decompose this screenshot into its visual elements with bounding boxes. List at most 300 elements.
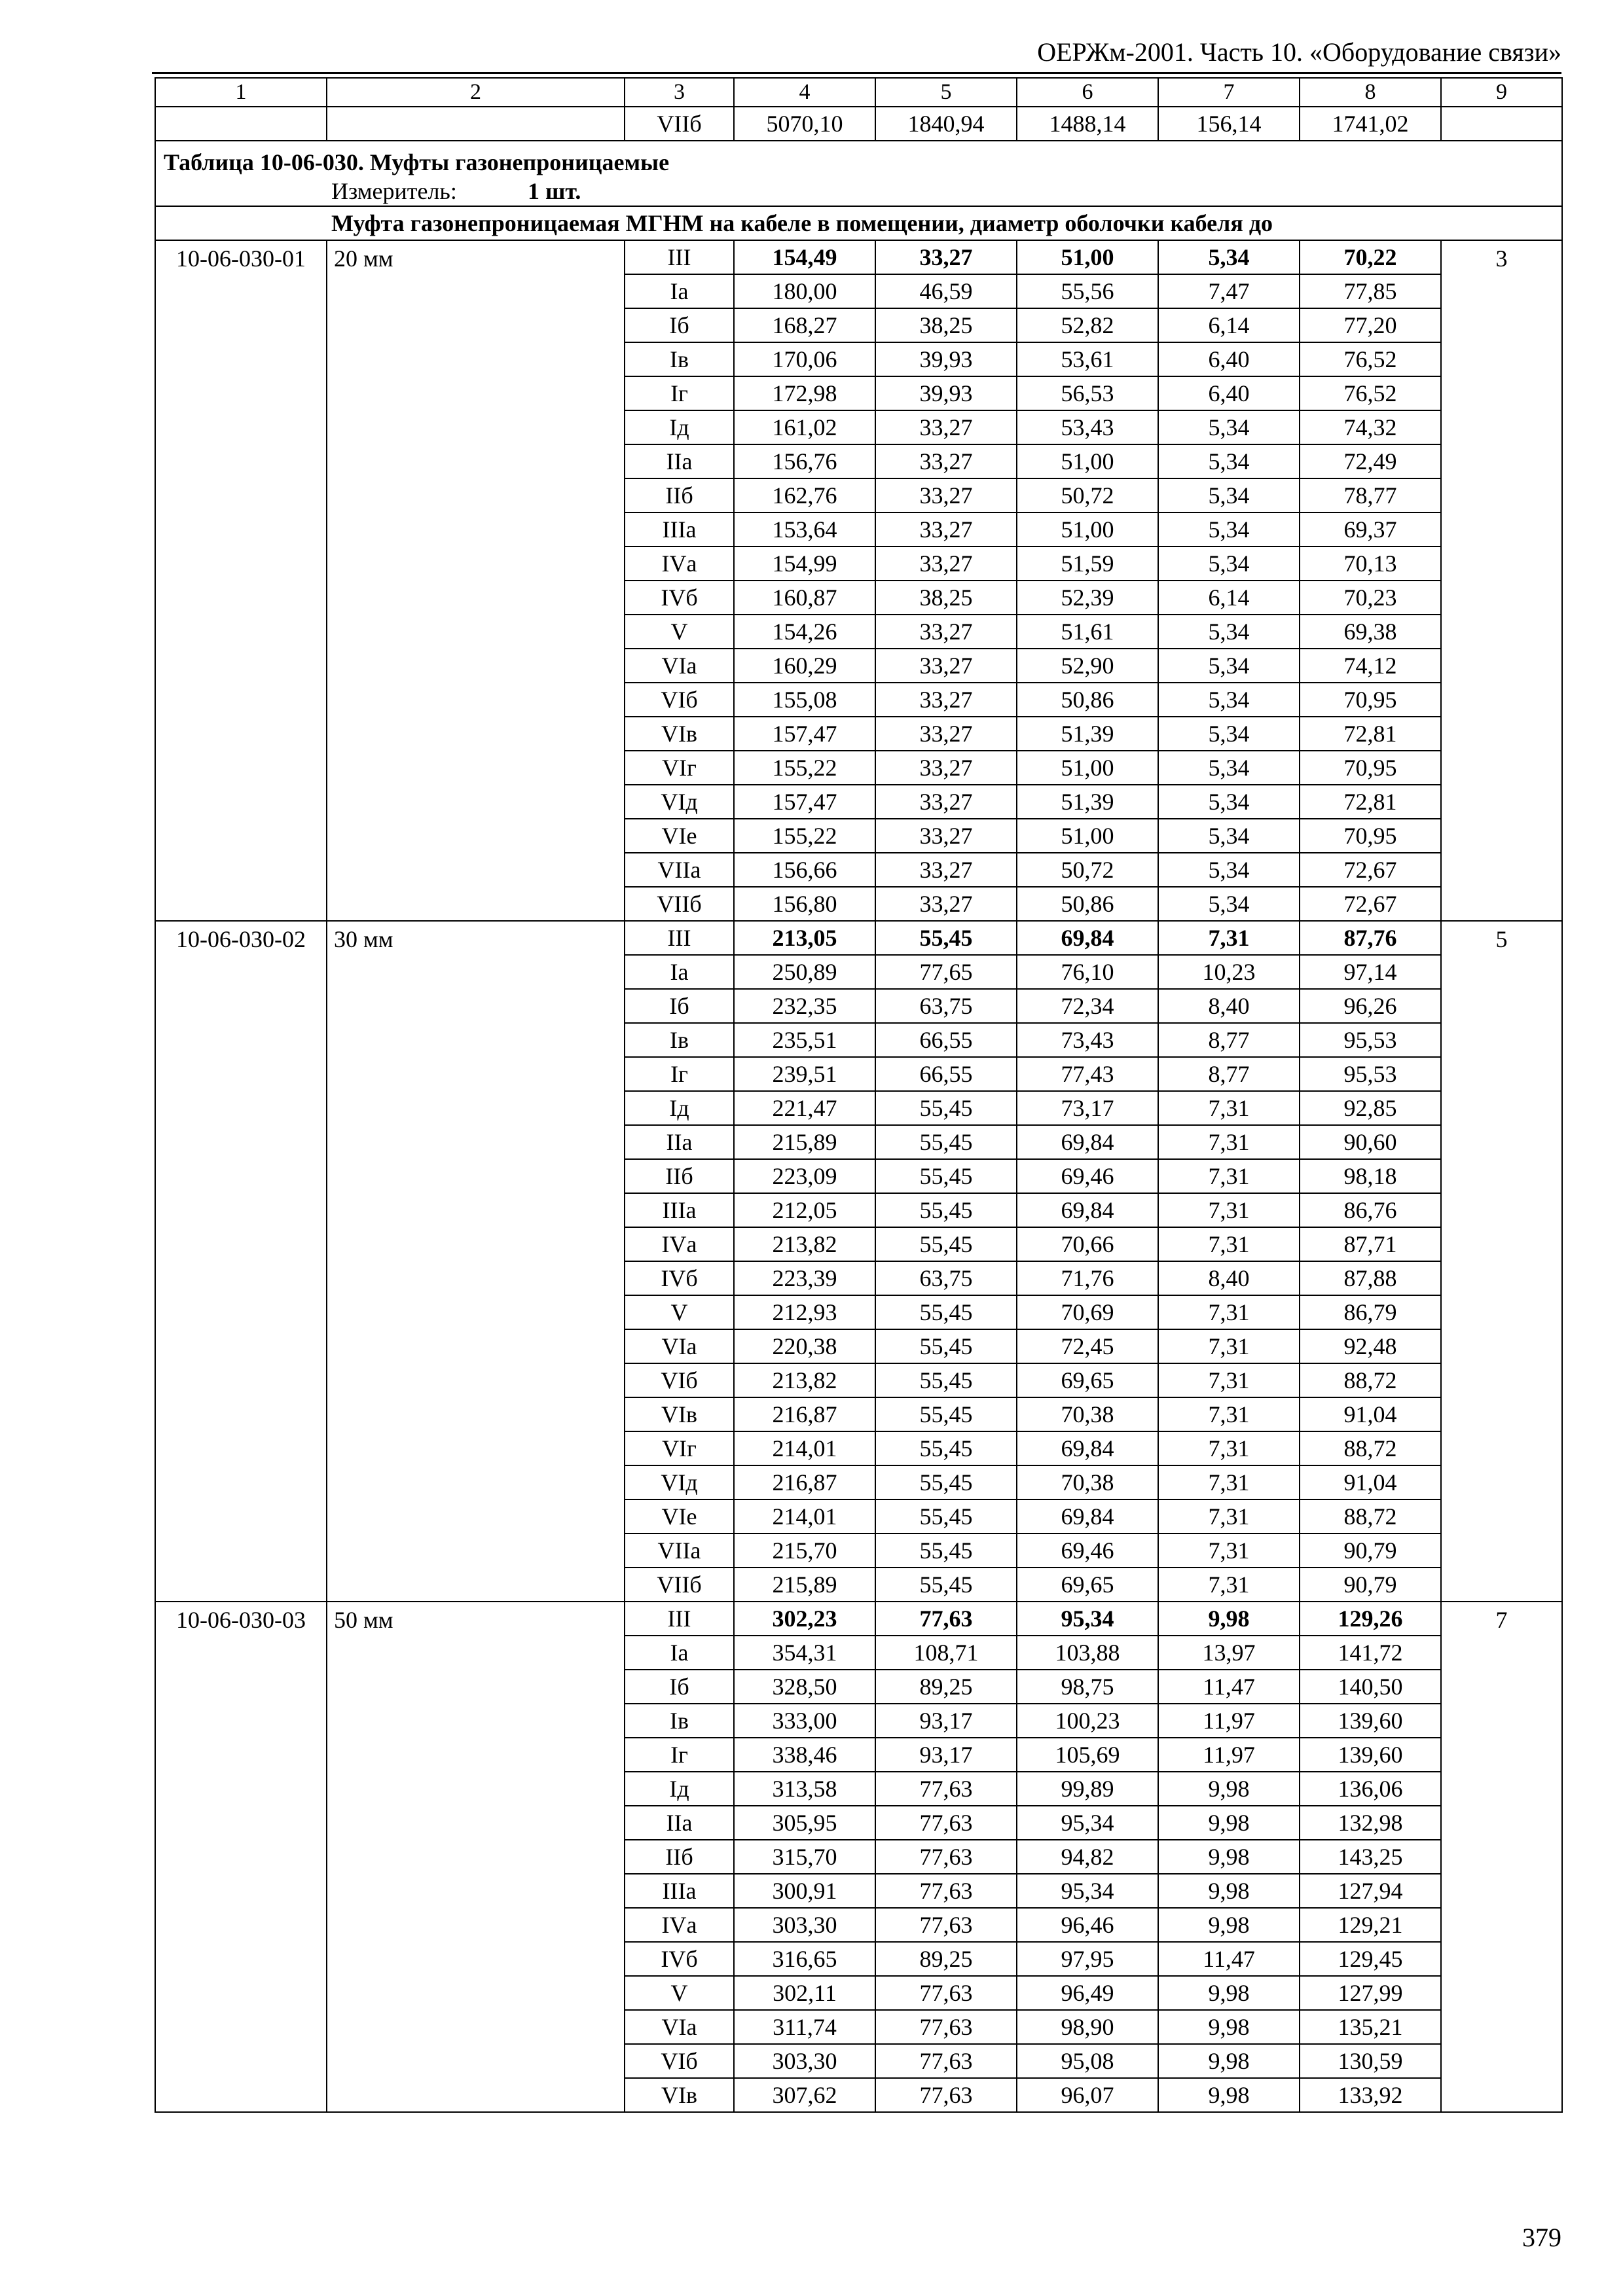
value-cell: 1741,02	[1300, 107, 1441, 141]
table-row	[155, 1602, 1562, 1636]
value-cell: 72,34	[1017, 989, 1158, 1023]
value-cell: 157,47	[734, 717, 875, 751]
column-number: 9	[1441, 78, 1562, 107]
value-cell: 354,31	[734, 1636, 875, 1670]
value-cell: 76,10	[1017, 955, 1158, 989]
value-cell: 76,52	[1300, 342, 1441, 376]
value-cell: 72,49	[1300, 444, 1441, 478]
zone-cell: III	[625, 240, 734, 274]
value-cell: 99,89	[1017, 1772, 1158, 1806]
value-cell: 33,27	[875, 649, 1017, 683]
value-cell: 51,00	[1017, 444, 1158, 478]
value-cell: 8,77	[1158, 1057, 1300, 1091]
value-cell: 72,67	[1300, 887, 1441, 921]
zone-cell: Iг	[625, 376, 734, 410]
value-cell: 7,31	[1158, 1363, 1300, 1397]
value-cell: 73,43	[1017, 1023, 1158, 1057]
value-cell: 98,18	[1300, 1159, 1441, 1193]
running-header: ОЕРЖм-2001. Часть 10. «Оборудование связи»	[1037, 37, 1561, 67]
value-cell: 50,72	[1017, 478, 1158, 512]
value-cell: 33,27	[875, 410, 1017, 444]
value-cell: 55,45	[875, 1568, 1017, 1602]
value-cell: 69,84	[1017, 1431, 1158, 1465]
value-cell: 103,88	[1017, 1636, 1158, 1670]
value-cell: 7,31	[1158, 1397, 1300, 1431]
value-cell: 73,17	[1017, 1091, 1158, 1125]
value-cell: 56,53	[1017, 376, 1158, 410]
value-cell: 311,74	[734, 2010, 875, 2044]
zone-cell: Iа	[625, 955, 734, 989]
value-cell: 50,86	[1017, 887, 1158, 921]
value-cell: 69,38	[1300, 615, 1441, 649]
value-cell: 7,31	[1158, 1159, 1300, 1193]
zone-cell: Iв	[625, 1704, 734, 1738]
value-cell: 87,71	[1300, 1227, 1441, 1261]
rates-table	[155, 77, 1563, 2113]
value-cell: 7,31	[1158, 1465, 1300, 1499]
value-cell: 77,63	[875, 1772, 1017, 1806]
value-cell: 69,46	[1017, 1159, 1158, 1193]
value-cell: 66,55	[875, 1057, 1017, 1091]
value-cell: 55,45	[875, 1397, 1017, 1431]
value-cell: 51,00	[1017, 240, 1158, 274]
value-cell: 66,55	[875, 1023, 1017, 1057]
value-cell: 78,77	[1300, 478, 1441, 512]
value-cell: 8,77	[1158, 1023, 1300, 1057]
zone-cell: VIб	[625, 1363, 734, 1397]
value-cell: 71,76	[1017, 1261, 1158, 1295]
value-cell: 55,45	[875, 1534, 1017, 1568]
value-cell: 77,63	[875, 1840, 1017, 1874]
value-cell: 89,25	[875, 1670, 1017, 1704]
value-cell: 156,66	[734, 853, 875, 887]
zone-cell: IVб	[625, 1261, 734, 1295]
value-cell: 95,53	[1300, 1023, 1441, 1057]
value-cell: 96,46	[1017, 1908, 1158, 1942]
value-cell: 5,34	[1158, 512, 1300, 547]
value-cell: 8,40	[1158, 1261, 1300, 1295]
value-cell: 33,27	[875, 887, 1017, 921]
value-cell: 9,98	[1158, 1806, 1300, 1840]
value-cell: 77,63	[875, 1602, 1017, 1636]
value-cell: 74,32	[1300, 410, 1441, 444]
zone-cell: Iд	[625, 410, 734, 444]
value-cell: 11,47	[1158, 1942, 1300, 1976]
value-cell: 5070,10	[734, 107, 875, 141]
value-cell: 69,46	[1017, 1534, 1158, 1568]
value-cell: 5,34	[1158, 853, 1300, 887]
value-cell: 215,89	[734, 1125, 875, 1159]
value-cell: 5,34	[1158, 887, 1300, 921]
value-cell: 139,60	[1300, 1704, 1441, 1738]
zone-cell: IIб	[625, 1840, 734, 1874]
value-cell: 72,45	[1017, 1329, 1158, 1363]
value-cell: 33,27	[875, 615, 1017, 649]
value-cell: 313,58	[734, 1772, 875, 1806]
value-cell: 216,87	[734, 1397, 875, 1431]
value-cell: 172,98	[734, 376, 875, 410]
value-cell: 63,75	[875, 989, 1017, 1023]
zone-cell: III	[625, 1602, 734, 1636]
value-cell: 51,00	[1017, 512, 1158, 547]
zone-cell: IIа	[625, 444, 734, 478]
value-cell: 53,61	[1017, 342, 1158, 376]
value-cell: 11,97	[1158, 1704, 1300, 1738]
value-cell: 91,04	[1300, 1465, 1441, 1499]
empty-cell	[155, 107, 327, 141]
value-cell: 9,98	[1158, 1772, 1300, 1806]
value-cell: 11,97	[1158, 1738, 1300, 1772]
value-cell: 53,43	[1017, 410, 1158, 444]
value-cell: 5,34	[1158, 751, 1300, 785]
value-cell: 216,87	[734, 1465, 875, 1499]
value-cell: 55,45	[875, 1295, 1017, 1329]
zone-cell: VIе	[625, 819, 734, 853]
zone-cell: VIа	[625, 2010, 734, 2044]
value-cell: 303,30	[734, 1908, 875, 1942]
value-cell: 69,84	[1017, 1125, 1158, 1159]
value-cell: 11,47	[1158, 1670, 1300, 1704]
value-cell: 51,39	[1017, 785, 1158, 819]
column-number: 3	[625, 78, 734, 107]
value-cell: 55,45	[875, 1499, 1017, 1534]
value-cell: 160,29	[734, 649, 875, 683]
zone-cell: VIа	[625, 1329, 734, 1363]
value-cell: 129,45	[1300, 1942, 1441, 1976]
value-cell: 215,70	[734, 1534, 875, 1568]
value-cell: 52,90	[1017, 649, 1158, 683]
value-cell: 305,95	[734, 1806, 875, 1840]
value-cell: 100,23	[1017, 1704, 1158, 1738]
zone-cell: III	[625, 921, 734, 955]
value-cell: 70,69	[1017, 1295, 1158, 1329]
value-cell: 161,02	[734, 410, 875, 444]
zone-cell: Iа	[625, 274, 734, 308]
value-cell: 69,84	[1017, 1193, 1158, 1227]
value-cell: 33,27	[875, 683, 1017, 717]
zone-cell: IVб	[625, 1942, 734, 1976]
value-cell: 77,63	[875, 2010, 1017, 2044]
value-cell: 7,47	[1158, 274, 1300, 308]
value-cell: 50,86	[1017, 683, 1158, 717]
value-cell: 70,95	[1300, 751, 1441, 785]
value-cell: 129,21	[1300, 1908, 1441, 1942]
zone-cell: VIв	[625, 2078, 734, 2112]
zone-cell: VIIа	[625, 1534, 734, 1568]
rate-code: 10-06-030-01	[155, 240, 327, 921]
rate-diameter: 20 мм	[327, 240, 625, 921]
value-cell: 212,93	[734, 1295, 875, 1329]
value-cell: 7,31	[1158, 1125, 1300, 1159]
value-cell: 133,92	[1300, 2078, 1441, 2112]
zone-cell: VIг	[625, 1431, 734, 1465]
value-cell: 141,72	[1300, 1636, 1441, 1670]
carryover-row	[155, 107, 1562, 141]
value-cell: 98,75	[1017, 1670, 1158, 1704]
value-cell: 55,45	[875, 1227, 1017, 1261]
zone-cell: Iг	[625, 1738, 734, 1772]
value-cell: 7,31	[1158, 1227, 1300, 1261]
value-cell: 156,14	[1158, 107, 1300, 141]
value-cell: 77,20	[1300, 308, 1441, 342]
value-cell: 10,23	[1158, 955, 1300, 989]
value-cell: 214,01	[734, 1431, 875, 1465]
rate-code: 10-06-030-02	[155, 921, 327, 1602]
value-cell: 77,63	[875, 2044, 1017, 2078]
value-cell: 33,27	[875, 547, 1017, 581]
value-cell: 5,34	[1158, 410, 1300, 444]
table-title: Таблица 10-06-030. Муфты газонепроницаемые	[155, 141, 1562, 179]
value-cell: 90,60	[1300, 1125, 1441, 1159]
zone-cell: Iа	[625, 1636, 734, 1670]
value-cell: 7,31	[1158, 1534, 1300, 1568]
section-row	[155, 206, 1562, 240]
zone-cell: VIб	[625, 683, 734, 717]
value-cell: 55,56	[1017, 274, 1158, 308]
value-cell: 5,34	[1158, 785, 1300, 819]
rate-code: 10-06-030-03	[155, 1602, 327, 2112]
value-cell: 156,76	[734, 444, 875, 478]
value-cell: 302,11	[734, 1976, 875, 2010]
zone-cell: IIа	[625, 1806, 734, 1840]
value-cell: 46,59	[875, 274, 1017, 308]
value-cell: 33,27	[875, 478, 1017, 512]
value-cell: 129,26	[1300, 1602, 1441, 1636]
value-cell: 135,21	[1300, 2010, 1441, 2044]
value-cell: 156,80	[734, 887, 875, 921]
value-cell: 74,12	[1300, 649, 1441, 683]
value-cell: 162,76	[734, 478, 875, 512]
value-cell: 55,45	[875, 1091, 1017, 1125]
zone-cell: VIа	[625, 649, 734, 683]
empty-cell	[1441, 107, 1562, 141]
page-number: 379	[1522, 2223, 1561, 2252]
value-cell: 132,98	[1300, 1806, 1441, 1840]
value-cell: 70,66	[1017, 1227, 1158, 1261]
value-cell: 5,34	[1158, 649, 1300, 683]
value-cell: 5,34	[1158, 717, 1300, 751]
value-cell: 55,45	[875, 1159, 1017, 1193]
value-cell: 51,39	[1017, 717, 1158, 751]
zone-cell: VIг	[625, 751, 734, 785]
value-cell: 160,87	[734, 581, 875, 615]
meter-label: Измеритель:	[331, 179, 457, 204]
value-cell: 6,40	[1158, 376, 1300, 410]
value-cell: 212,05	[734, 1193, 875, 1227]
value-cell: 333,00	[734, 1704, 875, 1738]
value-cell: 7,31	[1158, 1499, 1300, 1534]
section-heading: Муфта газонепроницаемая МГНМ на кабеле в помещении, диаметр оболочки кабеля до	[155, 206, 1562, 240]
zone-cell: V	[625, 615, 734, 649]
value-cell: 70,95	[1300, 819, 1441, 853]
column-number: 4	[734, 78, 875, 107]
value-cell: 95,34	[1017, 1602, 1158, 1636]
value-cell: 38,25	[875, 308, 1017, 342]
value-cell: 86,76	[1300, 1193, 1441, 1227]
value-cell: 105,69	[1017, 1738, 1158, 1772]
value-cell: 5,34	[1158, 683, 1300, 717]
value-cell: 1840,94	[875, 107, 1017, 141]
value-cell: 96,49	[1017, 1976, 1158, 2010]
column-number: 5	[875, 78, 1017, 107]
value-cell: 70,95	[1300, 683, 1441, 717]
value-cell: 39,93	[875, 342, 1017, 376]
zone-cell: IVа	[625, 1908, 734, 1942]
value-cell: 155,22	[734, 819, 875, 853]
value-cell: 5,34	[1158, 615, 1300, 649]
value-cell: 91,04	[1300, 1397, 1441, 1431]
value-cell: 213,82	[734, 1363, 875, 1397]
value-cell: 300,91	[734, 1874, 875, 1908]
value-cell: 127,99	[1300, 1976, 1441, 2010]
value-cell: 90,79	[1300, 1534, 1441, 1568]
value-cell: 70,38	[1017, 1465, 1158, 1499]
value-cell: 95,08	[1017, 2044, 1158, 2078]
value-cell: 86,79	[1300, 1295, 1441, 1329]
value-cell: 51,59	[1017, 547, 1158, 581]
value-cell: 9,98	[1158, 1976, 1300, 2010]
value-cell: 5,34	[1158, 547, 1300, 581]
column-number: 7	[1158, 78, 1300, 107]
value-cell: 170,06	[734, 342, 875, 376]
value-cell: 96,07	[1017, 2078, 1158, 2112]
value-cell: 33,27	[875, 785, 1017, 819]
value-cell: 70,38	[1017, 1397, 1158, 1431]
rate-column-9: 7	[1441, 1602, 1562, 2112]
value-cell: 154,26	[734, 615, 875, 649]
value-cell: 303,30	[734, 2044, 875, 2078]
value-cell: 97,14	[1300, 955, 1441, 989]
value-cell: 139,60	[1300, 1738, 1441, 1772]
rate-diameter: 30 мм	[327, 921, 625, 1602]
value-cell: 95,34	[1017, 1806, 1158, 1840]
value-cell: 52,39	[1017, 581, 1158, 615]
zone-cell: Iд	[625, 1772, 734, 1806]
value-cell: 221,47	[734, 1091, 875, 1125]
table-row	[155, 240, 1562, 274]
value-cell: 50,72	[1017, 853, 1158, 887]
value-cell: 223,09	[734, 1159, 875, 1193]
value-cell: 77,85	[1300, 274, 1441, 308]
value-cell: 77,63	[875, 1806, 1017, 1840]
zone-cell: IIIа	[625, 512, 734, 547]
value-cell: 153,64	[734, 512, 875, 547]
value-cell: 77,63	[875, 1908, 1017, 1942]
value-cell: 7,31	[1158, 1568, 1300, 1602]
value-cell: 235,51	[734, 1023, 875, 1057]
value-cell: 7,31	[1158, 1193, 1300, 1227]
value-cell: 55,45	[875, 1431, 1017, 1465]
value-cell: 130,59	[1300, 2044, 1441, 2078]
value-cell: 39,93	[875, 376, 1017, 410]
value-cell: 5,34	[1158, 240, 1300, 274]
value-cell: 154,99	[734, 547, 875, 581]
value-cell: 51,00	[1017, 751, 1158, 785]
value-cell: 5,34	[1158, 478, 1300, 512]
value-cell: 108,71	[875, 1636, 1017, 1670]
value-cell: 155,22	[734, 751, 875, 785]
value-cell: 92,85	[1300, 1091, 1441, 1125]
value-cell: 77,65	[875, 955, 1017, 989]
value-cell: 77,63	[875, 1976, 1017, 2010]
value-cell: 33,27	[875, 717, 1017, 751]
value-cell: 13,97	[1158, 1636, 1300, 1670]
value-cell: 87,88	[1300, 1261, 1441, 1295]
value-cell: 38,25	[875, 581, 1017, 615]
zone-cell: Iг	[625, 1057, 734, 1091]
value-cell: 239,51	[734, 1057, 875, 1091]
value-cell: 69,37	[1300, 512, 1441, 547]
value-cell: 63,75	[875, 1261, 1017, 1295]
value-cell: 6,14	[1158, 581, 1300, 615]
value-cell: 157,47	[734, 785, 875, 819]
value-cell: 89,25	[875, 1942, 1017, 1976]
value-cell: 5,34	[1158, 819, 1300, 853]
zone-cell: IIб	[625, 478, 734, 512]
zone-cell: IIа	[625, 1125, 734, 1159]
value-cell: 95,34	[1017, 1874, 1158, 1908]
value-cell: 214,01	[734, 1499, 875, 1534]
zone-cell: VIв	[625, 717, 734, 751]
value-cell: 96,26	[1300, 989, 1441, 1023]
zone-cell: V	[625, 1976, 734, 2010]
value-cell: 98,90	[1017, 2010, 1158, 2044]
value-cell: 7,31	[1158, 1431, 1300, 1465]
zone-cell: Iв	[625, 1023, 734, 1057]
zone-cell: IVа	[625, 1227, 734, 1261]
table-row	[155, 921, 1562, 955]
zone-cell: VIIб	[625, 887, 734, 921]
value-cell: 33,27	[875, 853, 1017, 887]
zone-cell: Iб	[625, 989, 734, 1023]
value-cell: 55,45	[875, 1465, 1017, 1499]
value-cell: 33,27	[875, 751, 1017, 785]
value-cell: 55,45	[875, 1193, 1017, 1227]
value-cell: 93,17	[875, 1738, 1017, 1772]
value-cell: 94,82	[1017, 1840, 1158, 1874]
column-number: 6	[1017, 78, 1158, 107]
value-cell: 213,05	[734, 921, 875, 955]
value-cell: 52,82	[1017, 308, 1158, 342]
zone-cell: IIIа	[625, 1874, 734, 1908]
zone-cell: VIд	[625, 785, 734, 819]
value-cell: 7,31	[1158, 921, 1300, 955]
zone-cell: Iв	[625, 342, 734, 376]
zone-cell: Iб	[625, 1670, 734, 1704]
value-cell: 88,72	[1300, 1499, 1441, 1534]
column-number: 2	[327, 78, 625, 107]
value-cell: 215,89	[734, 1568, 875, 1602]
value-cell: 316,65	[734, 1942, 875, 1976]
zone-cell: IIIа	[625, 1193, 734, 1227]
value-cell: 7,31	[1158, 1091, 1300, 1125]
value-cell: 9,98	[1158, 2010, 1300, 2044]
value-cell: 77,43	[1017, 1057, 1158, 1091]
value-cell: 77,63	[875, 2078, 1017, 2112]
zone-cell: V	[625, 1295, 734, 1329]
value-cell: 9,98	[1158, 2078, 1300, 2112]
value-cell: 232,35	[734, 989, 875, 1023]
value-cell: 69,65	[1017, 1568, 1158, 1602]
column-number: 1	[155, 78, 327, 107]
zone-cell: IVа	[625, 547, 734, 581]
value-cell: 9,98	[1158, 1840, 1300, 1874]
value-cell: 72,81	[1300, 717, 1441, 751]
zone-cell: VIб	[625, 2044, 734, 2078]
meter-row	[155, 179, 1562, 206]
value-cell: 95,53	[1300, 1057, 1441, 1091]
value-cell: 213,82	[734, 1227, 875, 1261]
